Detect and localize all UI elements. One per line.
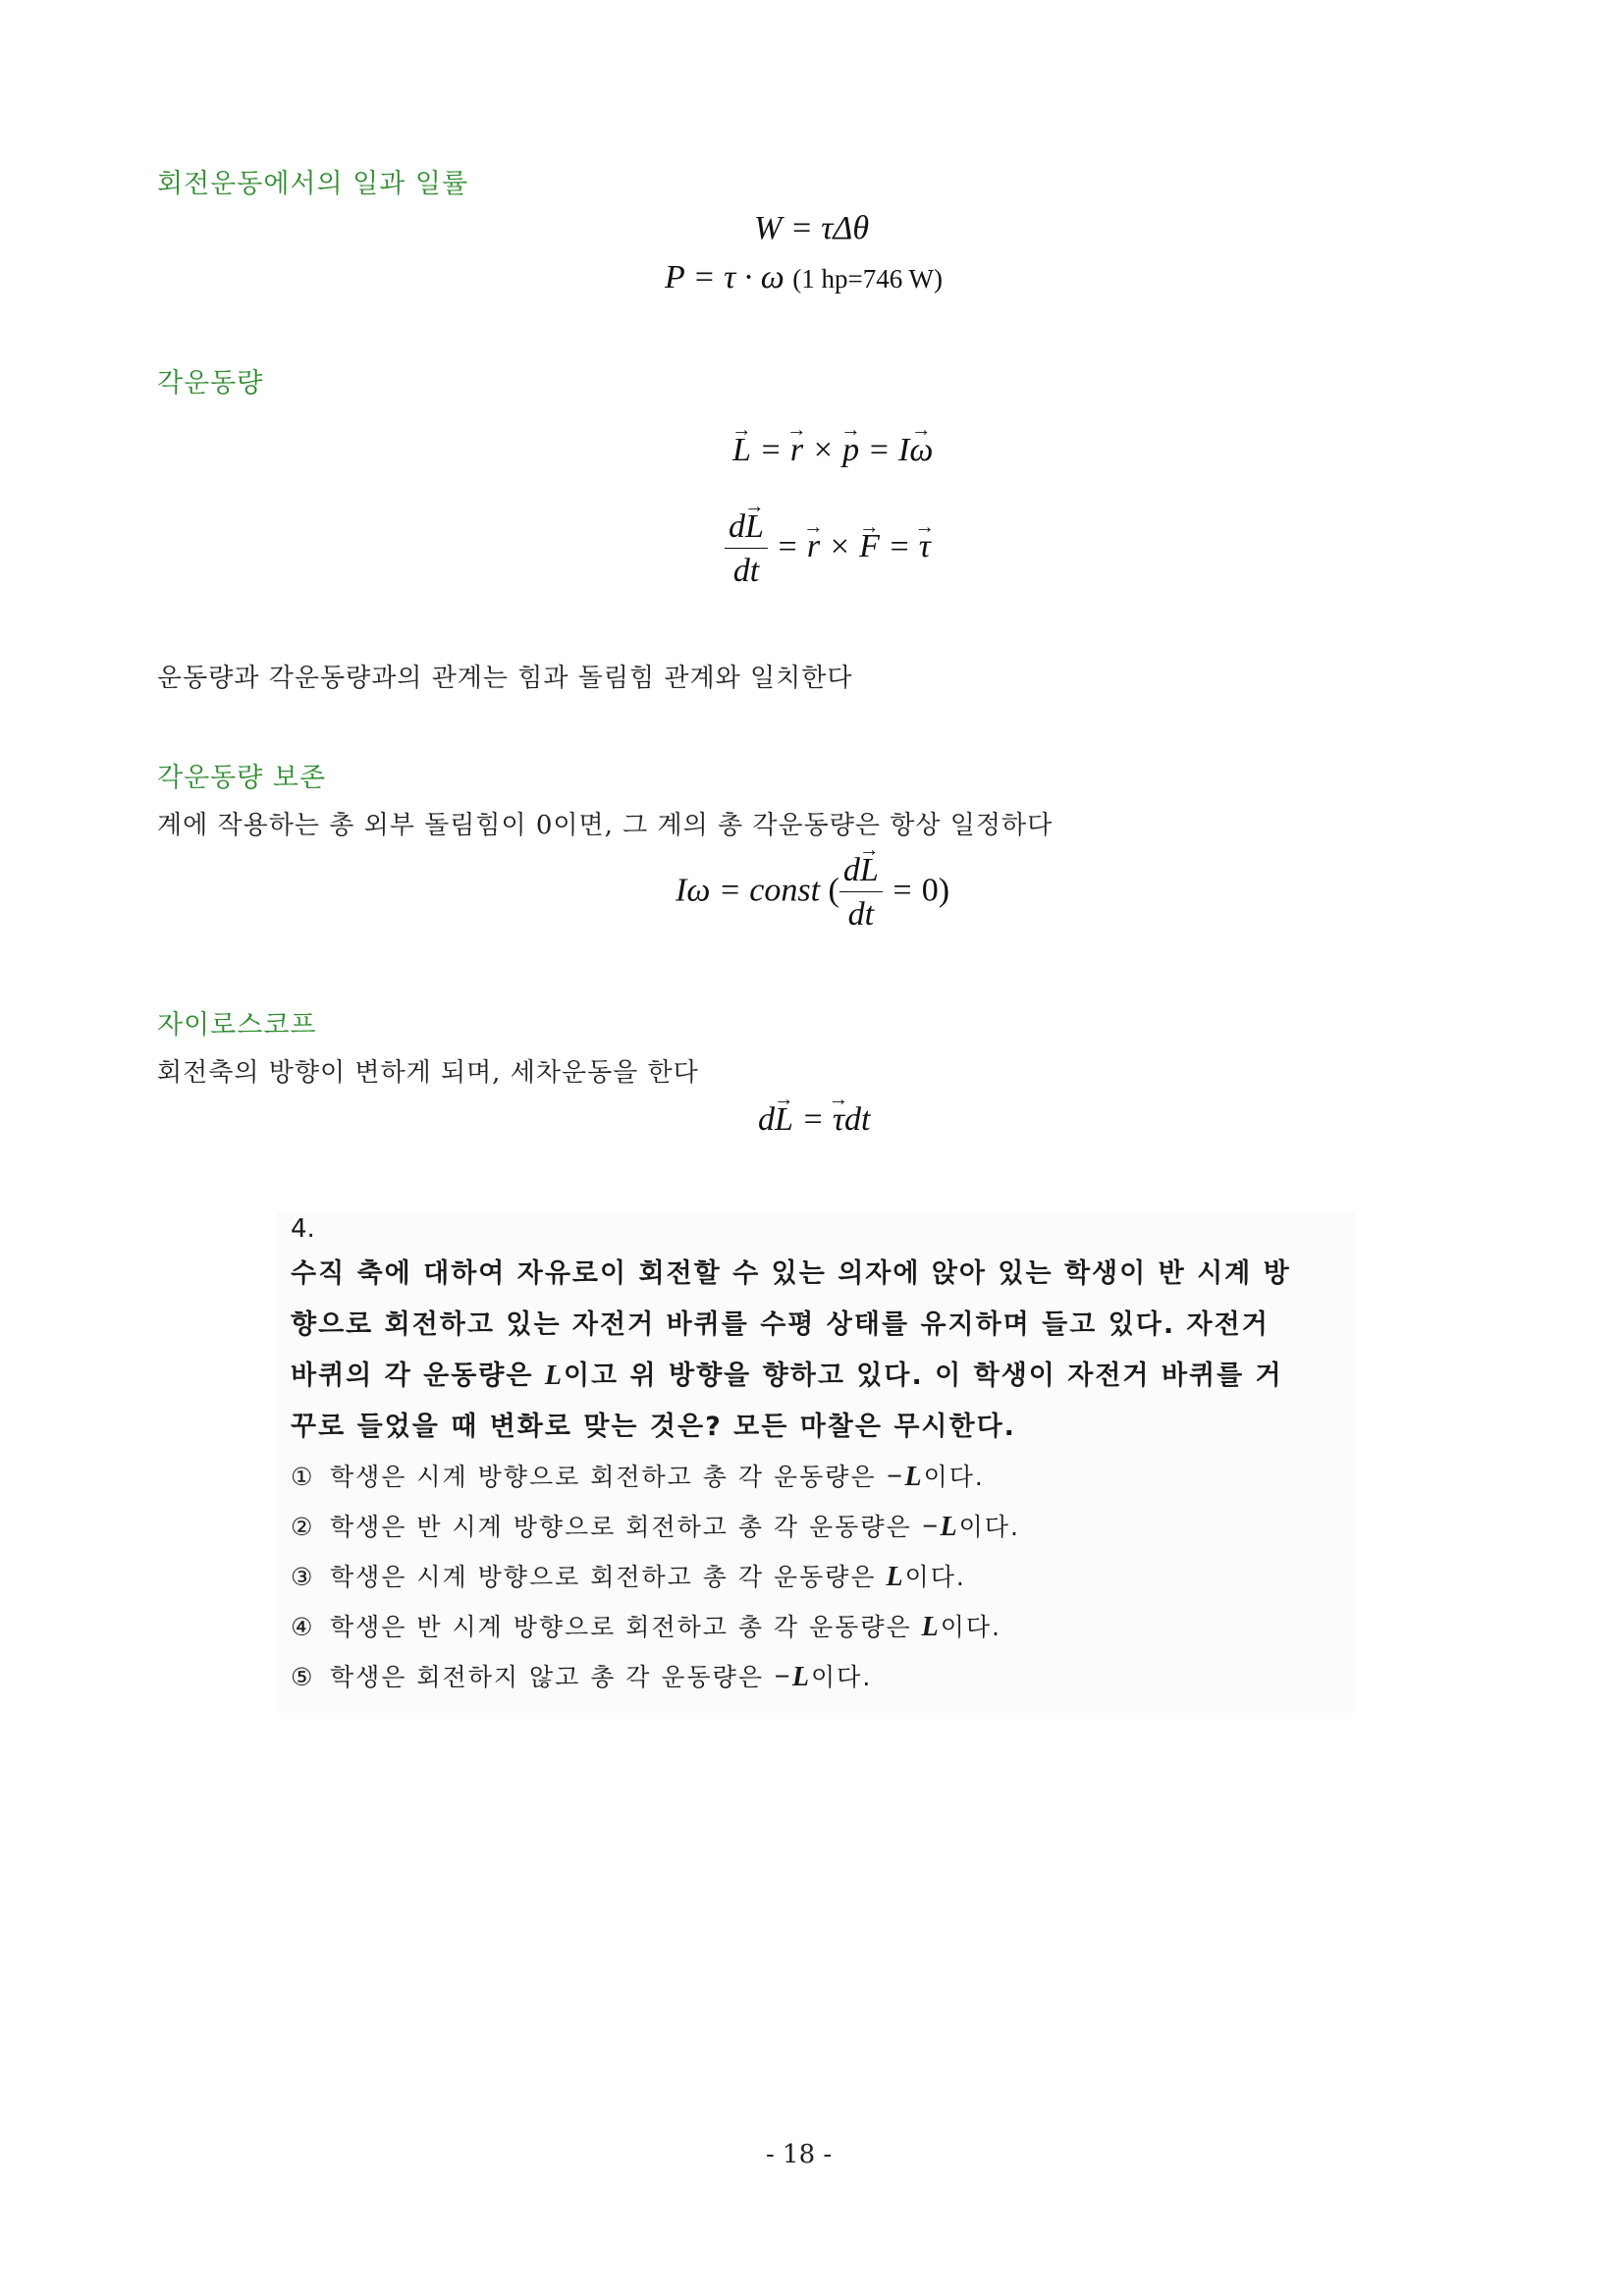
option-suffix: 이다. xyxy=(940,1613,1001,1641)
option-mark: ② xyxy=(291,1513,315,1541)
equation-work: W = τΔθ xyxy=(754,210,870,246)
option-suffix: 이다. xyxy=(811,1663,873,1691)
equation-power: P = τ · ω (1 hp=746 W) xyxy=(665,259,943,295)
power-unit-note: (1 hp=746 W) xyxy=(792,264,943,294)
equation-angular-momentum: → L = → r × → p = I→ ω xyxy=(732,432,933,469)
problem-stem-line-2: 향으로 회전하고 있는 자전거 바퀴를 수평 상태를 유지하며 들고 있다. 자전거 xyxy=(291,1309,1270,1340)
problem-stem-line-3 xyxy=(291,1354,1283,1392)
option-value: L xyxy=(886,1562,905,1592)
relation-text: 운동량과 각운동량과의 관계는 힘과 돌림힘 관계와 일치한다 xyxy=(157,664,853,693)
scanned-problem xyxy=(277,1212,1355,1713)
problem-stem-line-3b: 이고 위 방향을 향하고 있다. 이 학생이 자전거 바퀴를 거 xyxy=(563,1361,1283,1391)
option-mark: ③ xyxy=(291,1563,315,1591)
section-heading-angular-momentum: 각운동량 xyxy=(157,368,264,399)
option-text: 학생은 시계 방향으로 회전하고 총 각 운동량은 xyxy=(330,1563,887,1591)
conservation-text: 계에 작용하는 총 외부 돌림힘이 0이면, 그 계의 총 각운동량은 항상 일정하다 xyxy=(157,811,1054,840)
option-mark: ④ xyxy=(291,1613,315,1641)
option-text: 학생은 반 시계 방향으로 회전하고 총 각 운동량은 xyxy=(330,1613,922,1641)
section-heading-conservation: 각운동량 보존 xyxy=(157,763,327,793)
option-5 xyxy=(291,1658,872,1693)
section-heading-gyroscope: 자이로스코프 xyxy=(157,1010,317,1041)
symbol-L: L xyxy=(544,1361,564,1391)
problem-stem-line-1: 수직 축에 대하여 자유로이 회전할 수 있는 의자에 앉아 있는 학생이 반 시계 방 xyxy=(291,1258,1291,1289)
gyroscope-text: 회전축의 방향이 변하게 되며, 세차운동을 한다 xyxy=(157,1058,699,1088)
equation-torque: $\frac{d\to L}{dt}$ = → r × → F = → τ xyxy=(725,508,931,590)
option-4 xyxy=(291,1608,1001,1643)
problem-stem-line-3a: 바퀴의 각 운동량은 xyxy=(291,1361,545,1391)
option-value: −L xyxy=(921,1512,959,1542)
equation-gyroscope: d→ L = → τdt xyxy=(758,1101,871,1139)
option-suffix: 이다. xyxy=(923,1463,985,1491)
problem-number: 4. xyxy=(291,1214,315,1244)
option-value: −L xyxy=(773,1662,812,1692)
page-number: - 18 - xyxy=(766,2140,833,2169)
option-suffix: 이다. xyxy=(904,1563,966,1591)
option-value: L xyxy=(921,1612,941,1642)
option-text: 학생은 반 시계 방향으로 회전하고 총 각 운동량은 xyxy=(330,1513,922,1541)
problem-stem-line-4: 꾸로 들었을 때 변화로 맞는 것은? 모든 마찰은 무시한다. xyxy=(291,1412,1016,1442)
section-heading-work-power: 회전운동에서의 일과 일률 xyxy=(157,169,469,199)
equation-conservation: Iω = const ( $\frac{d\to L}{dt}$ = 0) xyxy=(676,852,949,934)
option-value: −L xyxy=(886,1462,924,1492)
option-1 xyxy=(291,1458,985,1493)
option-text: 학생은 회전하지 않고 총 각 운동량은 xyxy=(330,1663,774,1691)
option-3 xyxy=(291,1558,966,1593)
option-suffix: 이다. xyxy=(958,1513,1020,1541)
option-text: 학생은 시계 방향으로 회전하고 총 각 운동량은 xyxy=(330,1463,887,1491)
option-mark: ⑤ xyxy=(291,1663,315,1691)
option-mark: ① xyxy=(291,1463,315,1491)
option-2 xyxy=(291,1508,1020,1543)
